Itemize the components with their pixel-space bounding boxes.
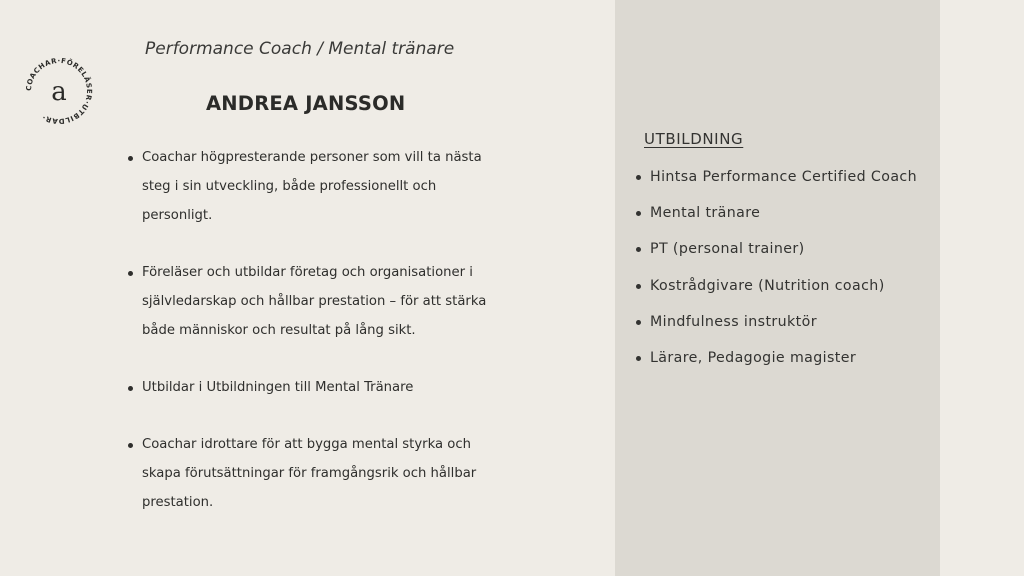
bullet-dot-icon: [128, 271, 133, 276]
education-item-text: Hintsa Performance Certified Coach: [650, 169, 917, 185]
services-item-text: Coachar högpresterande personer som vill ta nästa steg i sin utveckling, både professionellt och personligt.: [142, 150, 482, 223]
education-list-item: [636, 272, 917, 308]
education-list: [636, 163, 917, 380]
bullet-dot-icon: [128, 386, 133, 391]
education-list-item: [636, 344, 917, 380]
person-name: ANDREA JANSSON: [206, 92, 406, 115]
bullet-dot-icon: [636, 356, 641, 361]
education-item-text: PT (personal trainer): [650, 241, 805, 258]
education-item-text: Kostrådgivare (Nutrition coach): [650, 277, 885, 294]
bullet-dot-icon: [128, 443, 133, 448]
bullet-dot-icon: [636, 320, 641, 325]
services-list: [128, 143, 508, 545]
logo-letter: a: [51, 77, 67, 107]
education-list-item: [636, 235, 917, 271]
education-item-text: Mindfulness instruktör: [650, 313, 817, 330]
education-list-item: [636, 199, 917, 235]
services-item-text: Coachar idrottare för att bygga mental styrka och skapa förutsättningar för framgångsrik och hållbar prestation.: [142, 437, 477, 510]
brand-logo-badge: [22, 54, 96, 128]
education-item-text: Mental tränare: [650, 205, 761, 222]
services-list-item: [128, 258, 508, 345]
services-list-item: [128, 430, 508, 517]
logo-ring-text: COACHAR·FÖRELÄSER·UTBILDAR·: [24, 56, 94, 126]
education-heading: UTBILDNING: [644, 130, 744, 148]
education-list-item: [636, 308, 917, 344]
services-list-item: [128, 373, 508, 402]
bullet-dot-icon: [636, 284, 641, 289]
services-item-text: Föreläser och utbildar företag och organisationer i självledarskap och hållbar prestation – för att stärka både människor och resultat på lång sikt.: [142, 265, 487, 338]
bullet-dot-icon: [636, 247, 641, 252]
bullet-dot-icon: [636, 211, 641, 216]
services-item-text: Utbildar i Utbildningen till Mental Tränare: [142, 380, 414, 395]
services-list-item: [128, 143, 508, 230]
education-item-text: Lärare, Pedagogie magister: [650, 349, 857, 366]
education-list-item: [636, 163, 917, 199]
bullet-dot-icon: [128, 156, 133, 161]
bullet-dot-icon: [636, 175, 641, 180]
job-title: Performance Coach / Mental tränare: [145, 39, 455, 59]
